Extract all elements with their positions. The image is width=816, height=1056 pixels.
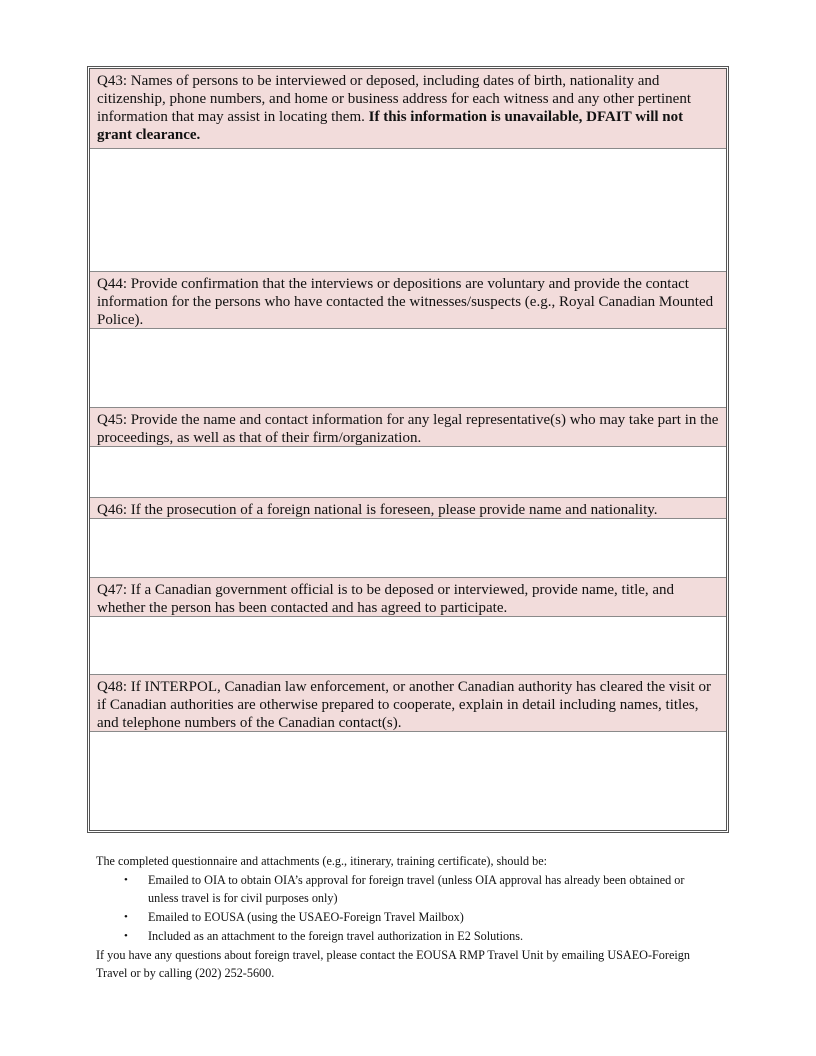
question-q43-warning: If this information is unavailable, DFAIT will not grant clearance. — [97, 109, 684, 143]
question-q44 — [90, 272, 726, 329]
answer-q48-field[interactable] — [90, 732, 726, 830]
answer-q45-field[interactable] — [90, 447, 726, 498]
question-q45-text: Q45: Provide the name and contact information for any legal representative(s) who may take part in the proceedings, as well as that of their firm/organization. — [97, 412, 719, 446]
question-q46-text: Q46: If the prosecution of a foreign national is foreseen, please provide name and nationality. — [97, 502, 658, 518]
contact-info: If you have any questions about foreign travel, please contact the EOUSA RMP Travel Unit by emailing USAEO-Foreign Travel or by calling (202) 252-5600. — [96, 948, 690, 980]
questionnaire-table — [87, 66, 729, 833]
instructions-list — [96, 871, 716, 945]
list-item — [124, 908, 716, 926]
answer-q47-field[interactable] — [90, 617, 726, 675]
question-q48-text: Q48: If INTERPOL, Canadian law enforcement, or another Canadian authority has cleared the visit or if Canadian authorities are otherwise prepared to cooperate, explain in detail including names, titles, and telephone numbers of the Canadian contact(s). — [97, 679, 711, 731]
instruction-email-oia: Emailed to OIA to obtain OIA’s approval for foreign travel (unless OIA approval has already been obtained or unless travel is for civil purposes only) — [148, 873, 685, 905]
question-q46 — [90, 498, 726, 519]
question-q47-text: Q47: If a Canadian government official is to be deposed or interviewed, provide name, title, and whether the person has been contacted and has agreed to participate. — [97, 582, 675, 616]
submission-instructions — [96, 852, 716, 982]
instruction-email-eousa: Emailed to EOUSA (using the USAEO-Foreign Travel Mailbox) — [148, 910, 464, 924]
question-q47 — [90, 578, 726, 617]
question-q44-text: Q44: Provide confirmation that the interviews or depositions are voluntary and provide the contact information for the persons who have contacted the witnesses/suspects (e.g., Royal Canadian Mounted Police). — [97, 276, 714, 328]
question-q43-text: Q43: Names of persons to be interviewed or deposed, including dates of birth, nationality and citizenship, phone numbers, and home or business address for each witness and any other pertinent information that may assist in locating them. — [97, 73, 692, 125]
answer-q46-field[interactable] — [90, 519, 726, 578]
list-item — [124, 871, 716, 907]
question-q45 — [90, 408, 726, 447]
answer-q43-field[interactable] — [90, 149, 726, 272]
answer-q44-field[interactable] — [90, 329, 726, 408]
instructions-intro: The completed questionnaire and attachments (e.g., itinerary, training certificate), should be: — [96, 854, 547, 868]
question-q48 — [90, 675, 726, 732]
bullet-icon: • — [124, 911, 128, 923]
bullet-icon: • — [124, 874, 128, 886]
question-q43 — [90, 69, 726, 149]
list-item — [124, 927, 716, 945]
bullet-icon: • — [124, 930, 128, 942]
instruction-attach-e2: Included as an attachment to the foreign travel authorization in E2 Solutions. — [148, 929, 523, 943]
